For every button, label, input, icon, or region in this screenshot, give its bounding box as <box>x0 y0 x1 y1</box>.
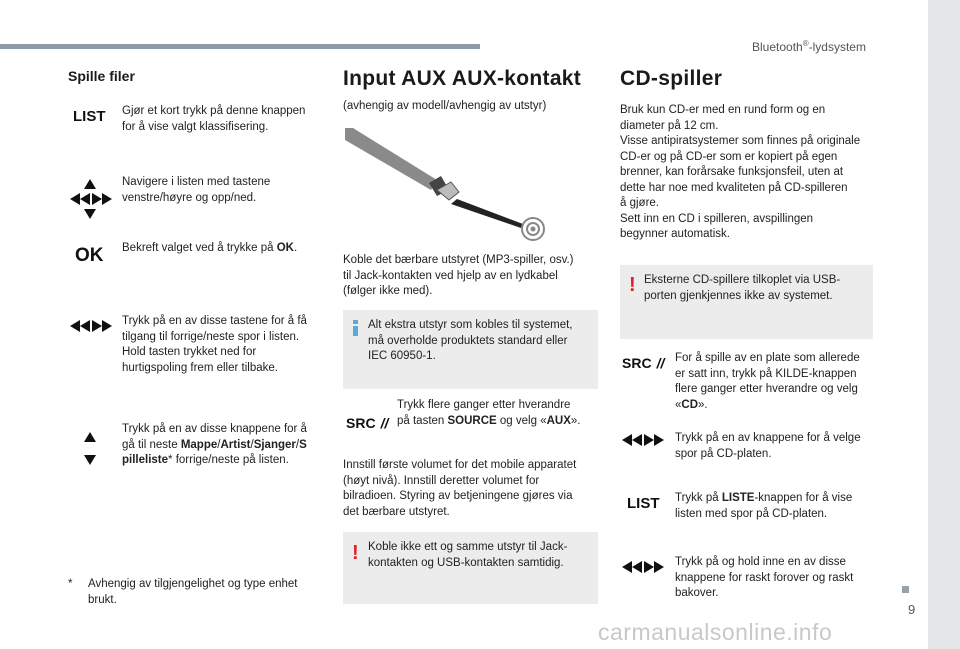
footnote-marker: * <box>68 578 73 590</box>
watermark: carmanualsonline.info <box>598 619 833 645</box>
section-header: Bluetooth®-lydsystem <box>752 39 866 54</box>
ok-description: Bekreft valget ved å trykke på OK. <box>122 242 298 254</box>
volume-description: Innstill første volumet for det mobile apparatet (høyt nivå). Innstill deretter volumet for bilradioen. Styring av betjeningene gjøres via det bærbare utstyret. <box>343 459 577 518</box>
arrow-left-icon <box>622 561 632 573</box>
arrow-right-icon <box>644 434 654 446</box>
page-marker <box>902 586 909 593</box>
arrow-left-icon <box>632 434 642 446</box>
warning-icon: ! <box>629 274 636 296</box>
arrow-left-icon <box>70 320 80 332</box>
warning-icon: ! <box>352 542 359 564</box>
aux-connect-description: Koble det bærbare utstyret (MP3-spiller, osv.) til Jack-kontakten ved hjelp av en lydkabel (følger ikke med). <box>343 254 574 297</box>
jack-socket-center <box>531 227 536 232</box>
footnote: Avhengig av tilgjengelighet og type enhet brukt. <box>88 578 298 606</box>
cd-source-description: For å spille av en plate som allerede er satt inn, trykk på KILDE-knappen flere ganger etter hverandre og velg «CD». <box>675 352 860 411</box>
cd-fast-forward-description: Trykk på og hold inne en av disse knappene for raskt forover og raskt bakover. <box>675 556 854 599</box>
arrow-right-icon <box>654 561 664 573</box>
list-button-icon: LIST <box>73 108 106 125</box>
arrow-left-icon <box>80 320 90 332</box>
arrow-left-icon <box>70 193 80 205</box>
arrow-right-icon <box>102 193 112 205</box>
info-icon <box>353 320 358 336</box>
arrow-right-icon <box>102 320 112 332</box>
arrow-down-icon <box>84 209 96 219</box>
cable-line <box>451 199 523 228</box>
list-button-icon: LIST <box>627 495 660 512</box>
cd-track-description: Trykk på en av knappene for å velge spor på CD-platen. <box>675 432 861 460</box>
source-button-icon: SRC // <box>346 415 389 431</box>
warning-text: Koble ikke ett og samme utstyr til Jack- kontakten og USB-kontakten samtidig. <box>368 541 568 569</box>
ok-button-icon: OK <box>75 245 104 266</box>
section-title-cd: CD-spiller <box>620 67 723 90</box>
info-text: Alt ekstra utstyr som kobles til systemet, må overholde produktets standard eller IEC 60950-1. <box>368 319 573 362</box>
arrow-up-icon <box>84 432 96 442</box>
plug-body <box>345 128 437 190</box>
page-number: 9 <box>908 602 916 617</box>
source-description: Trykk flere ganger etter hverandre på tasten SOURCE og velg «AUX». <box>397 399 581 427</box>
side-strip <box>928 0 960 649</box>
source-button-icon: SRC // <box>622 355 665 371</box>
warning-text: Eksterne CD-spillere tilkoplet via USB- porten gjenkjennes ikke av systemet. <box>644 274 841 302</box>
arrow-right-icon <box>654 434 664 446</box>
arrow-up-icon <box>84 179 96 189</box>
arrow-right-icon <box>92 320 102 332</box>
arrow-left-icon <box>80 193 90 205</box>
navigate-description: Navigere i listen med tastene venstre/høyre og opp/ned. <box>122 176 271 204</box>
folder-navigation-description: Trykk på en av disse knappene for å gå til neste Mappe/Artist/Sjanger/S pilleliste* forrige/neste på listen. <box>122 423 307 466</box>
header-rule <box>0 44 480 49</box>
arrow-left-icon <box>632 561 642 573</box>
jack-plug-illustration <box>345 128 545 246</box>
section-title-aux: Input AUX AUX-kontakt <box>343 67 582 90</box>
arrow-right-icon <box>644 561 654 573</box>
section-title-play-files: Spille filer <box>68 68 135 84</box>
arrow-right-icon <box>92 193 102 205</box>
aux-subtitle: (avhengig av modell/avhengig av utstyr) <box>343 100 547 112</box>
arrow-left-icon <box>622 434 632 446</box>
prev-next-description: Trykk på en av disse tastene for å få tilgang til forrige/neste spor i listen. Hold tasten trykket ned for hurtigspoling frem eller tilbake. <box>122 315 307 374</box>
list-description: Gjør et kort trykk på denne knappen for å vise valgt klassifisering. <box>122 105 306 133</box>
cd-list-description: Trykk på LISTE-knappen for å vise listen med spor på CD-platen. <box>675 492 853 520</box>
cd-description: Bruk kun CD-er med en rund form og en diameter på 12 cm. Visse antipiratsystemer som finnes på originale CD-er og på CD-er som er kopiert på egen brenner, kan forårsake funksjonsfeil, uten at dette har noe med kvaliteten på CD-spilleren å gjøre. Sett inn en CD i spilleren, avspillingen begynner automatisk. <box>620 104 861 240</box>
arrow-down-icon <box>84 455 96 465</box>
